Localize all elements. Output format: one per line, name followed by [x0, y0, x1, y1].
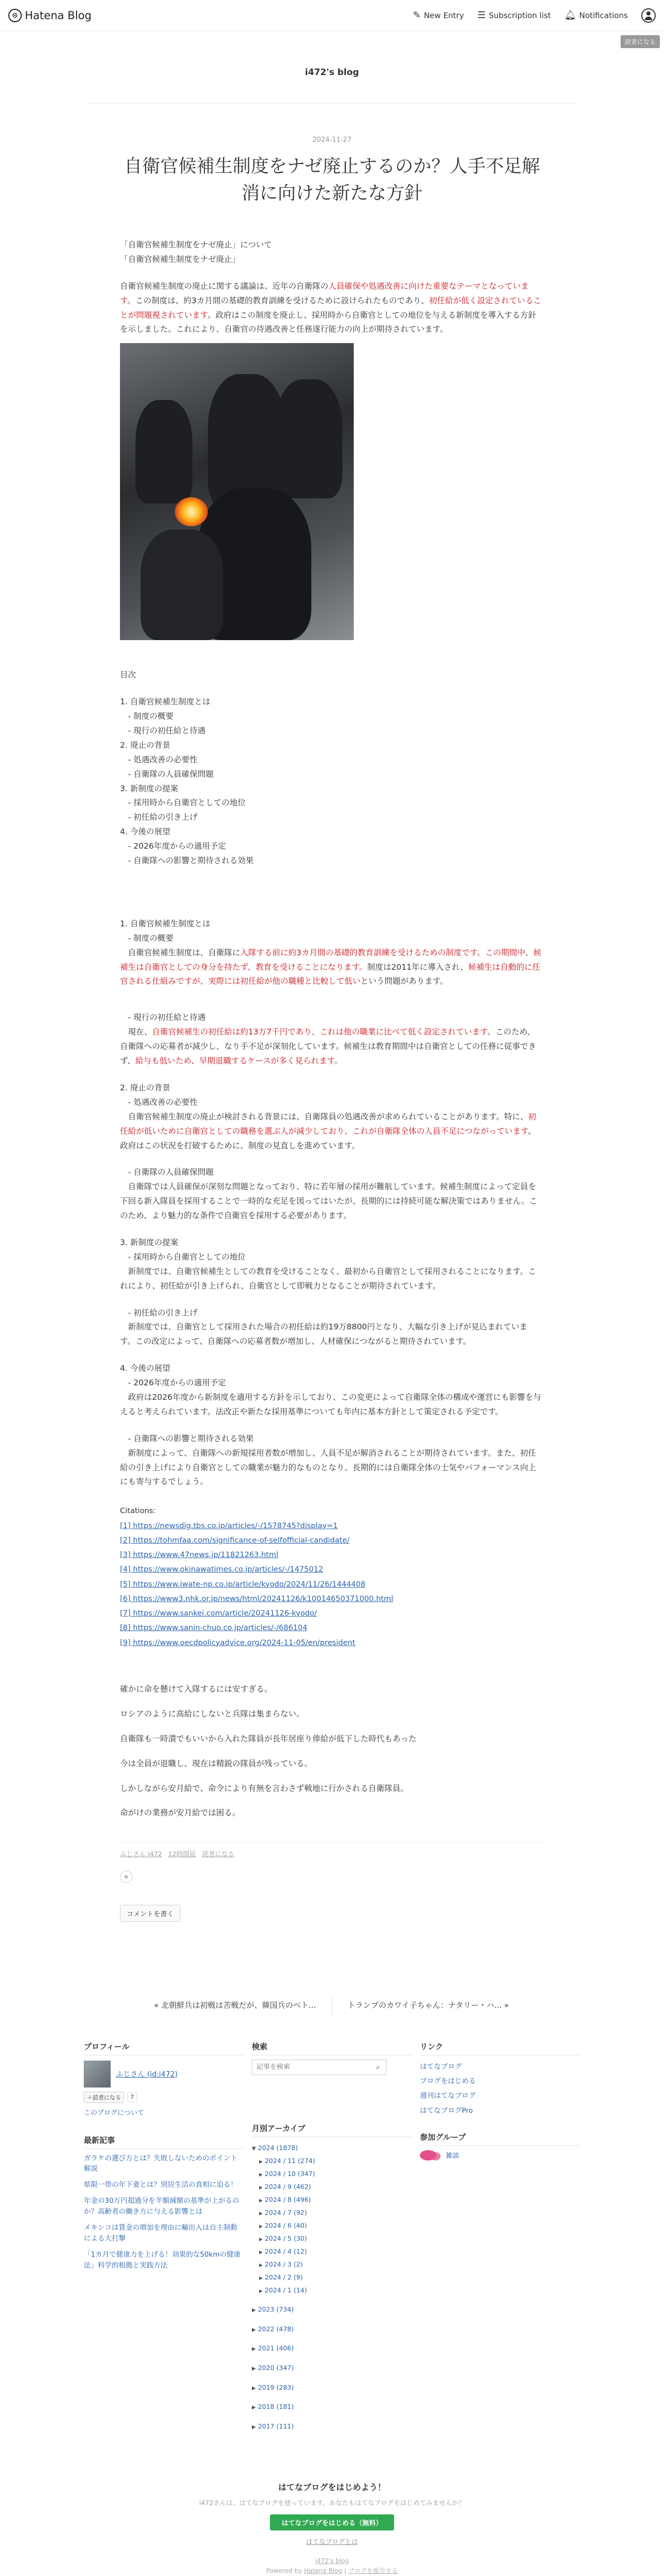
body-paragraph: 新制度によって、自衛隊への新規採用者数が増加し、人員不足が解消されることが期待されています。また、初任給の引き上げにより自衛官としての職業が魅力的なものとなり、長期的には自衛隊全体の士気やパフォーマンス向上にも寄与するでしょう。 — [120, 1448, 536, 1487]
archive-month-link[interactable]: 2024 / 8 (496) — [264, 2196, 311, 2204]
archive-month-link[interactable]: 2024 / 1 (14) — [264, 2286, 307, 2294]
recent-entries-module — [84, 2135, 244, 2271]
archive-year[interactable]: ▶ 2023 (734) — [252, 2305, 294, 2314]
body-paragraph: 自衛官候補生制度の廃止に関する議論は、近年の自衛隊の人員確保や処遇改善に向けた重要なテーマとなっています。この制度は、約3カ月間の基礎的教育訓練を受けるために設けられたものであり、初任給が低く設定されていることが問題視されています。政府はこの制度を廃止し、採用時から自衛官としての地位を与える新制度を導入する方針を示しました。これにより、自衛官の待遇改善と任務遂行能力の向上が期待されています。 — [120, 281, 541, 334]
promo-text: i472さんは、はてなブログを使っています。あなたもはてなブログをはじめてみませんか？ — [199, 2498, 465, 2507]
global-header — [0, 0, 664, 31]
archive-month-link[interactable]: 2024 / 10 (347) — [264, 2170, 315, 2178]
groups-module — [420, 2131, 580, 2160]
archive-module — [252, 2123, 412, 2433]
intro-text: 「自衛官候補生制度をナゼ廃止」について — [120, 240, 272, 249]
toc-item: - 自衛隊への影響と期待される効果 — [120, 856, 254, 866]
new-entry-button[interactable] — [413, 10, 464, 21]
module-title: 月別アーカイブ — [252, 2123, 412, 2137]
archive-month-link[interactable]: 2024 / 4 (12) — [264, 2247, 307, 2256]
archive-year[interactable]: ▶ 2018 (181) — [252, 2403, 294, 2411]
entry-title[interactable]: 自衛官候補生制度をナゼ廃止するのか？人手不足解消に向けた新たな方針 — [124, 156, 540, 204]
user-icon[interactable] — [641, 8, 656, 23]
postscript-line: 確かに命を懸けて入隊するには安すぎる。 — [120, 1684, 273, 1694]
recent-entry-link[interactable]: 県限一帯の年下妻とは？別居生活の真相に迫る！ — [84, 2181, 237, 2189]
postscript-line: しかしながら安月給で、命令により有無を言わさず戦地に行かされる自衛隊員。 — [120, 1783, 409, 1793]
postscript — [120, 1682, 541, 1820]
postscript-line: 自衛隊も一時潰でもいいから入れた隊員が長年居座り俸給が低下した時代もあった — [120, 1734, 417, 1743]
archive-month-link[interactable]: 2024 / 2 (9) — [264, 2273, 303, 2282]
sub-heading: - 自衛隊への影響と期待される効果 — [120, 1433, 254, 1443]
sub-heading: - 採用時から自衛官としての地位 — [120, 1252, 246, 1262]
entry-content — [120, 238, 541, 1820]
footer-modules — [84, 2041, 580, 2442]
toc-item: - 採用時から自衛官としての地位 — [120, 798, 246, 808]
weekly-blog-link[interactable]: 週刊はてなブログ — [420, 2092, 476, 2100]
module-title: リンク — [420, 2041, 580, 2055]
blog-pro-link[interactable]: はてなブログPro — [420, 2106, 473, 2115]
links-module — [420, 2041, 580, 2118]
toc-item: 4. 今後の展望 — [120, 827, 171, 837]
postscript-line: ロシアのように高給にしないと兵隊は集まらない。 — [120, 1709, 305, 1719]
sub-heading: - 現行の初任給と待遇 — [120, 1013, 206, 1023]
citation-link[interactable]: [3] https://www.47news.jp/11821263.html — [120, 1551, 279, 1560]
toc-item: - 初任給の引き上げ — [120, 812, 198, 822]
section-heading: 4. 今後の展望 — [120, 1364, 171, 1373]
citations-label: Citations: — [120, 1507, 156, 1516]
archive-year-expanded[interactable]: ▼ 2024 (1878) ▶ 2024 / 11 (274) ▶ 2024 / 10 (347) ▶ 2024 / 9 (462) ▶ 2024 / 8 (496) ▶ 2024 / 7 (92) ▶ 2024 / 6 (40) ▶ 2024 / 5 (30) ▶ 2024 / 4 (12) ▶ 2024 / 3 (2) ▶ 2024 / 2 (9) ▶ 2024 / 1 (14) — [252, 2143, 315, 2294]
citation-link[interactable]: [2] https://tohmfaa.com/significance-of-selfofficial-candidate/ — [120, 1536, 350, 1545]
toc-item: - 現行の初任給と待遇 — [120, 726, 206, 736]
recent-entry-link[interactable]: ガラケの選び方とは？失敗しないためのポイント解説 — [84, 2154, 237, 2173]
subscription-list-button[interactable] — [477, 10, 551, 21]
profile-module — [84, 2041, 244, 2117]
toc-item: 3. 新制度の提案 — [120, 783, 178, 793]
write-comment-button[interactable]: コメントを書く — [120, 1905, 180, 1922]
archive-year[interactable]: ▶ 2022 (478) — [252, 2325, 294, 2333]
search-input[interactable] — [252, 2063, 370, 2071]
postscript-line: 今は全員が退職し、現在は精鋭の隊員が残っている。 — [120, 1758, 313, 1768]
collapsed-triangle-icon: ▶ — [252, 2424, 256, 2430]
citations — [120, 1504, 541, 1650]
collapsed-triangle-icon: ▶ — [252, 2385, 256, 2391]
new-entry-label: New Entry — [424, 10, 464, 20]
list-icon: ☰ — [477, 10, 486, 21]
body-paragraph: 政府は2026年度から新制度を適用する方針を示しており、この変更によって自衛隊全体の構成や運営にも影響を与えると考えられています。法改正や新たな採用基準についても年内に基本方針として策定される予定です。 — [120, 1392, 541, 1416]
avatar[interactable] — [84, 2061, 111, 2088]
subscription-label: Subscription list — [489, 10, 551, 20]
sub-heading: - 制度の概要 — [120, 933, 174, 943]
readers-count: 7 — [127, 2092, 137, 2102]
powered-prefix: Powered by — [266, 2567, 304, 2574]
section-heading: 3. 新制度の提案 — [120, 1237, 178, 1247]
body-paragraph: 新制度では、自衛官として採用された場合の初任給は約19万8800円となり、大幅な引き上げが見込まれています。この改定によって、自衛隊への応募者数が増加し、人材確保につながると期待されています。 — [120, 1322, 527, 1346]
start-blog-promo — [0, 2481, 664, 2546]
entry-pager — [84, 1995, 580, 2016]
article-photo — [120, 343, 354, 640]
entry-footer — [120, 1842, 544, 1858]
entry-time-link[interactable]: 12時間前 — [168, 1850, 196, 1858]
collapsed-triangle-icon: ▶ — [252, 2405, 256, 2411]
divider — [84, 103, 580, 104]
author-link[interactable]: ふじさん i472 — [120, 1850, 162, 1858]
module-title: 最新記事 — [84, 2135, 244, 2149]
footer-blog-name[interactable]: i472's blog — [315, 2557, 349, 2565]
bell-icon: 🔔︎ — [564, 10, 577, 21]
blog-title[interactable]: i472's blog — [305, 67, 359, 78]
postscript-line: 命がけの業務が安月給では困る。 — [120, 1808, 240, 1818]
citation-link[interactable]: [5] https://www.iwate-np.co.jp/article/kyodo/2024/11/26/1444408 — [120, 1580, 366, 1589]
notifications-label: Notifications — [579, 10, 628, 20]
entry-date[interactable]: 2024-11-27 — [312, 136, 352, 144]
archive-month-link[interactable]: 2024 / 11 (274) — [264, 2157, 315, 2165]
section-heading: 2. 廃止の背景 — [120, 1083, 171, 1092]
search-icon[interactable]: ⌕ — [376, 2063, 380, 2071]
citation-link[interactable]: [4] https://www.okinawatimes.co.jp/articles/-/1475012 — [120, 1565, 323, 1574]
sub-heading: - 初任給の引き上げ — [120, 1308, 198, 1317]
archive-year[interactable]: ▶ 2020 (347) — [252, 2364, 294, 2372]
promo-title: はてなブログをはじめよう！ — [278, 2482, 386, 2492]
expanded-triangle-icon: ▼ — [252, 2145, 256, 2152]
archive-month-link[interactable]: 2024 / 7 (92) — [264, 2209, 307, 2217]
body-paragraph: 自衛官候補生制度の廃止が検討される背景には、自衛隊員の処遇改善が求められていることがあります。特に、初任給が低いために自衛官としての職務を選ぶ人が減少しており、これが自衛隊全体の人員不足につながっています。政府はこの状況を打破するために、制度の見直しを進めています。 — [120, 1112, 536, 1150]
search-module — [252, 2041, 412, 2075]
citation-link[interactable]: [1] https://newsdig.tbs.co.jp/articles/-/1578745?display=1 — [120, 1521, 338, 1530]
collapsed-triangle-icon: ▶ — [252, 2366, 256, 2372]
prev-entry-link[interactable]: « 北朝鮮兵は初戦は苦戦だが、韓国兵のベト... — [84, 1995, 332, 2016]
chat-group-icon — [420, 2150, 436, 2160]
body-paragraph: 現在、自衛官候補生の初任給は約13万7千円であり、これは他の職業に比べて低く設定されています。このため、自衛隊への応募者が減少し、なり手不足が深刻化しています。候補生は教育期間中は自衛官としての任務に従事できず、給与も低いため、早期退職するケースが多く見られます。 — [120, 1027, 536, 1066]
collapsed-triangle-icon: ▶ — [252, 2346, 256, 2352]
collapsed-triangle-icon: ▶ — [252, 2327, 256, 2333]
section-heading: 「自衛官候補生制度をナゼ廃止」 — [120, 254, 240, 264]
collapsed-triangle-icon: ▶ — [252, 2307, 256, 2314]
about-hatena-blog-link[interactable]: はてなブログとは — [306, 2537, 358, 2545]
archive-year[interactable]: ▶ 2017 (111) — [252, 2422, 294, 2430]
start-blog-button[interactable]: はてなブログをはじめる（無料） — [270, 2514, 394, 2530]
toc-item: - 自衛隊の人員確保問題 — [120, 769, 214, 779]
hatena-logo-icon: ⊙ — [8, 9, 22, 22]
powered-by: i472's blog Powered by Hatena Blog | ブログを報告する — [0, 2556, 664, 2576]
profile-name-link[interactable]: ふじさん (id:i472) — [116, 2070, 178, 2079]
sub-heading: - 処遇改善の必要性 — [120, 1097, 198, 1107]
profile-reader-button[interactable]: ＋読者になる — [84, 2092, 124, 2103]
sub-heading: - 自衛隊の人員確保問題 — [120, 1167, 214, 1177]
citation-link[interactable]: [6] https://www3.nhk.or.jp/news/html/20241126/k10014650371000.html — [120, 1594, 394, 1603]
archive-month-link[interactable]: 2024 / 6 (40) — [264, 2222, 307, 2230]
pencil-icon: ✎ — [413, 10, 421, 21]
section-heading: 1. 自衛官候補生制度とは — [120, 919, 210, 928]
sub-heading: - 2026年度からの適用予定 — [120, 1378, 226, 1388]
recent-entry-link[interactable]: 年金の30万円超過分を半額減額の基準が上がるのか？高齢者の働き方に与える影響とは — [84, 2197, 239, 2216]
hatena-blog-footer-link[interactable]: Hatena Blog — [304, 2567, 342, 2574]
archive-month-link[interactable]: 2024 / 9 (462) — [264, 2183, 311, 2191]
citation-link[interactable]: [7] https://www.sankei.com/article/20241126-kyodo/ — [120, 1609, 317, 1618]
archive-month-link[interactable]: 2024 / 3 (2) — [264, 2260, 303, 2269]
archive-year[interactable]: ▶ 2021 (406) — [252, 2344, 294, 2352]
add-star-icon[interactable]: ★ — [120, 1871, 132, 1883]
report-blog-link[interactable]: ブログを報告する — [348, 2567, 398, 2574]
search-form — [252, 2060, 386, 2075]
toc-title: 目次 — [120, 670, 137, 680]
citation-link[interactable]: [9] https://www.oecdpolicyadvice.org/2024-11-05/en/president — [120, 1638, 356, 1647]
body-paragraph: 新制度では、自衛官候補生としての教育を受けることなく、最初から自衛官として採用されることになります。これにより、初任給が引き上げられ、自衛官として即戦力となることが期待されています。 — [120, 1266, 536, 1291]
module-title: プロフィール — [84, 2041, 244, 2055]
next-entry-link[interactable]: トランプのカワイ子ちゃん：ナタリー・ハ... » — [348, 2001, 509, 2010]
recent-entry-link[interactable]: メキシコは賃金の増加を理由に輸出入は自主制動による大打撃 — [84, 2224, 237, 2243]
toc-item: 1. 自衛官候補生制度とは — [120, 697, 210, 707]
module-title: 検索 — [252, 2041, 412, 2055]
module-title: 参加グループ — [420, 2131, 580, 2146]
hatena-blog-link[interactable]: はてなブログ — [420, 2062, 462, 2071]
article — [120, 136, 544, 1922]
table-of-contents — [120, 695, 541, 868]
body-paragraph: 自衛官候補生制度は、自衛隊に入隊する前に約3カ月間の基礎的教育訓練を受けるための制度です。この期間中、候補生は自衛官としての身分を持たず、教育を受けることになります。制度は2011年に導入され、候補生は自動的に任官される仕組みですが、実際には初任給が他の職種と比較して低いという問題があります。 — [120, 948, 541, 986]
body-paragraph: 自衛隊では人員確保が深刻な問題となっており、特に若年層の採用が難航しています。候補生制度によって定員を下回る新入隊員を採用することで一時的な充足を図ってはいたが、長期的には持続可能な解決策ではありません。このため、より魅力的な条件で自衛官を採用する必要があります。 — [120, 1182, 537, 1221]
toc-item: - 処遇改善の必要性 — [120, 754, 198, 764]
toc-item: - 制度の概要 — [120, 712, 174, 721]
toc-item: 2. 廃止の背景 — [120, 740, 171, 750]
logo-text: Hatena Blog — [25, 9, 92, 22]
toc-item: - 2026年度からの適用予定 — [120, 841, 226, 851]
recent-entry-link[interactable]: 「1カ月で健康力を上げる！効果的な50kmの健康法」科学的根拠と実践方法 — [84, 2251, 241, 2270]
footer-reader-link[interactable]: 読者になる — [202, 1850, 235, 1858]
archive-month-link[interactable]: 2024 / 5 (30) — [264, 2234, 307, 2243]
about-blog-link[interactable]: このブログについて — [84, 2109, 144, 2117]
start-blog-link[interactable]: ブログをはじめる — [420, 2077, 476, 2085]
subscribe-reader-button[interactable]: 読者になる — [621, 35, 660, 48]
archive-year[interactable]: ▶ 2019 (283) — [252, 2383, 294, 2391]
group-link[interactable]: 雑談 — [446, 2152, 460, 2160]
notifications-button[interactable] — [564, 10, 628, 21]
citation-link[interactable]: [8] https://www.sanin-chuo.co.jp/articles/-/686104 — [120, 1624, 308, 1633]
hatena-blog-logo[interactable] — [8, 9, 92, 22]
